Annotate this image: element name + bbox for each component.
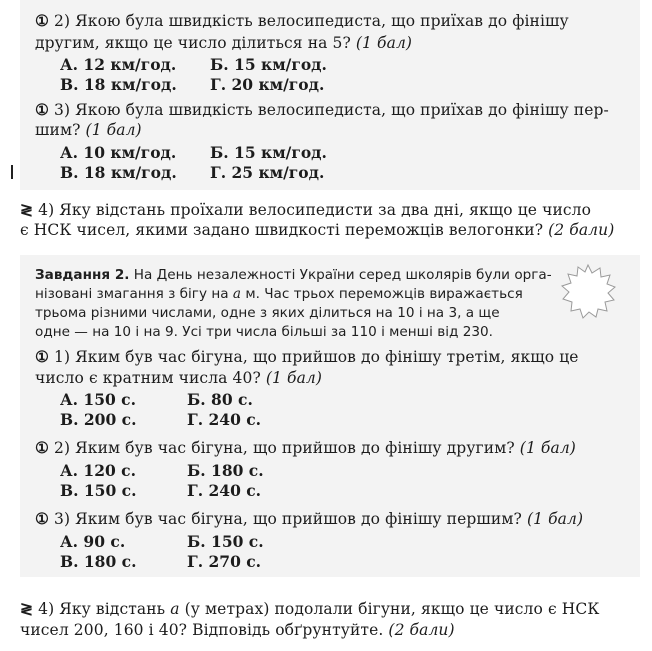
answer-a[interactable]: А. 90 с. <box>60 532 126 551</box>
difficulty-1-icon: ① <box>35 11 49 30</box>
answer-g[interactable]: Г. 25 км/год. <box>210 163 325 182</box>
question-text: 3) Якою була швидкість велосипедиста, що приїхав до фінішу пер- <box>54 101 609 119</box>
answer-b[interactable]: Б. 150 с. <box>187 532 264 551</box>
answer-v[interactable]: В. 18 км/год. <box>60 163 177 182</box>
answer-a[interactable]: А. 12 км/год. <box>60 55 177 74</box>
margin-mark <box>11 165 13 179</box>
task2-description <box>35 266 595 342</box>
task2-line4: одне — на 10 і на 9. Усі три числа більші за 110 і менші від 230. <box>35 324 493 340</box>
points-label: (1 бал) <box>519 439 576 457</box>
question-text: 1) Яким був час бігуна, що прийшов до фінішу третім, якщо це <box>54 348 579 366</box>
question-text: 2) Яким був час бігуна, що прийшов до фінішу другим? <box>54 439 515 457</box>
answer-b[interactable]: Б. 80 с. <box>187 390 253 409</box>
answer-g[interactable]: Г. 240 с. <box>187 481 262 500</box>
question-speed-second-line2: другим, якщо це число ділиться на 5? (1 бал) <box>35 34 413 52</box>
question-speed-second <box>35 11 569 31</box>
answer-g[interactable]: Г. 240 с. <box>187 410 262 429</box>
task2-line3: трьома різними числами, одне з яких ділиться на 10 і на 3, а ще <box>35 305 500 321</box>
points-label: (2 бали) <box>388 621 455 639</box>
answer-v[interactable]: В. 18 км/год. <box>60 75 177 94</box>
task-label: Завдання 2. <box>35 267 130 283</box>
task2-line1: Завдання 2. На День незалежності України серед школярів були орга- <box>35 267 552 283</box>
answer-a[interactable]: А. 10 км/год. <box>60 143 177 162</box>
question-time-first <box>35 509 583 529</box>
difficulty-1-icon: ① <box>35 438 49 457</box>
answer-b[interactable]: Б. 15 км/год. <box>210 55 327 74</box>
difficulty-2-icon: ≷ <box>20 599 34 618</box>
difficulty-1-icon: ① <box>35 509 49 528</box>
difficulty-2-icon: ≷ <box>20 200 34 219</box>
points-label: (1 бал) <box>265 369 323 387</box>
task2-line2: нізовані змагання з бігу на а м. Час трьох переможців виражається <box>35 286 523 302</box>
points-label: (2 бали) <box>548 221 615 239</box>
answer-b[interactable]: Б. 180 с. <box>187 461 264 480</box>
question-speed-first <box>35 100 609 120</box>
answer-v[interactable]: В. 150 с. <box>60 481 137 500</box>
answer-a[interactable]: А. 120 с. <box>60 461 137 480</box>
answer-b[interactable]: Б. 15 км/год. <box>210 143 327 162</box>
question-distance-lcm-runners-line2: чисел 200, 160 і 40? Відповідь обґрунтуйте. (2 бали) <box>20 621 455 639</box>
points-label: (1 бал) <box>355 34 413 52</box>
answer-v[interactable]: В. 200 с. <box>60 410 137 429</box>
question-distance-lcm <box>20 200 591 220</box>
answer-g[interactable]: Г. 20 км/год. <box>210 75 325 94</box>
question-text: 2) Якою була швидкість велосипедиста, що приїхав до фінішу <box>54 12 569 30</box>
question-time-third <box>35 347 579 367</box>
difficulty-1-icon: ① <box>35 100 49 119</box>
question-time-second <box>35 438 576 458</box>
starburst-icon <box>560 263 616 319</box>
question-speed-first-line2: шим? (1 бал) <box>35 121 142 139</box>
answer-v[interactable]: В. 180 с. <box>60 552 137 571</box>
points-label: (1 бал) <box>526 510 584 528</box>
question-distance-lcm-line2: є НСК чисел, якими задано швидкості переможців велогонки? (2 бали) <box>20 221 615 239</box>
difficulty-1-icon: ① <box>35 347 49 366</box>
question-text: 4) Яку відстань проїхали велосипедисти за два дні, якщо це число <box>38 201 592 219</box>
answer-g[interactable]: Г. 270 с. <box>187 552 262 571</box>
question-distance-lcm-runners: ≷ 4) Яку відстань а (у метрах) подолали бігуни, якщо це число є НСК <box>20 599 600 618</box>
points-label: (1 бал) <box>85 121 142 139</box>
question-time-third-line2: число є кратним числа 40? (1 бал) <box>35 369 323 387</box>
answer-a[interactable]: А. 150 с. <box>60 390 137 409</box>
question-text: 3) Яким був час бігуна, що прийшов до фінішу першим? <box>54 510 522 528</box>
